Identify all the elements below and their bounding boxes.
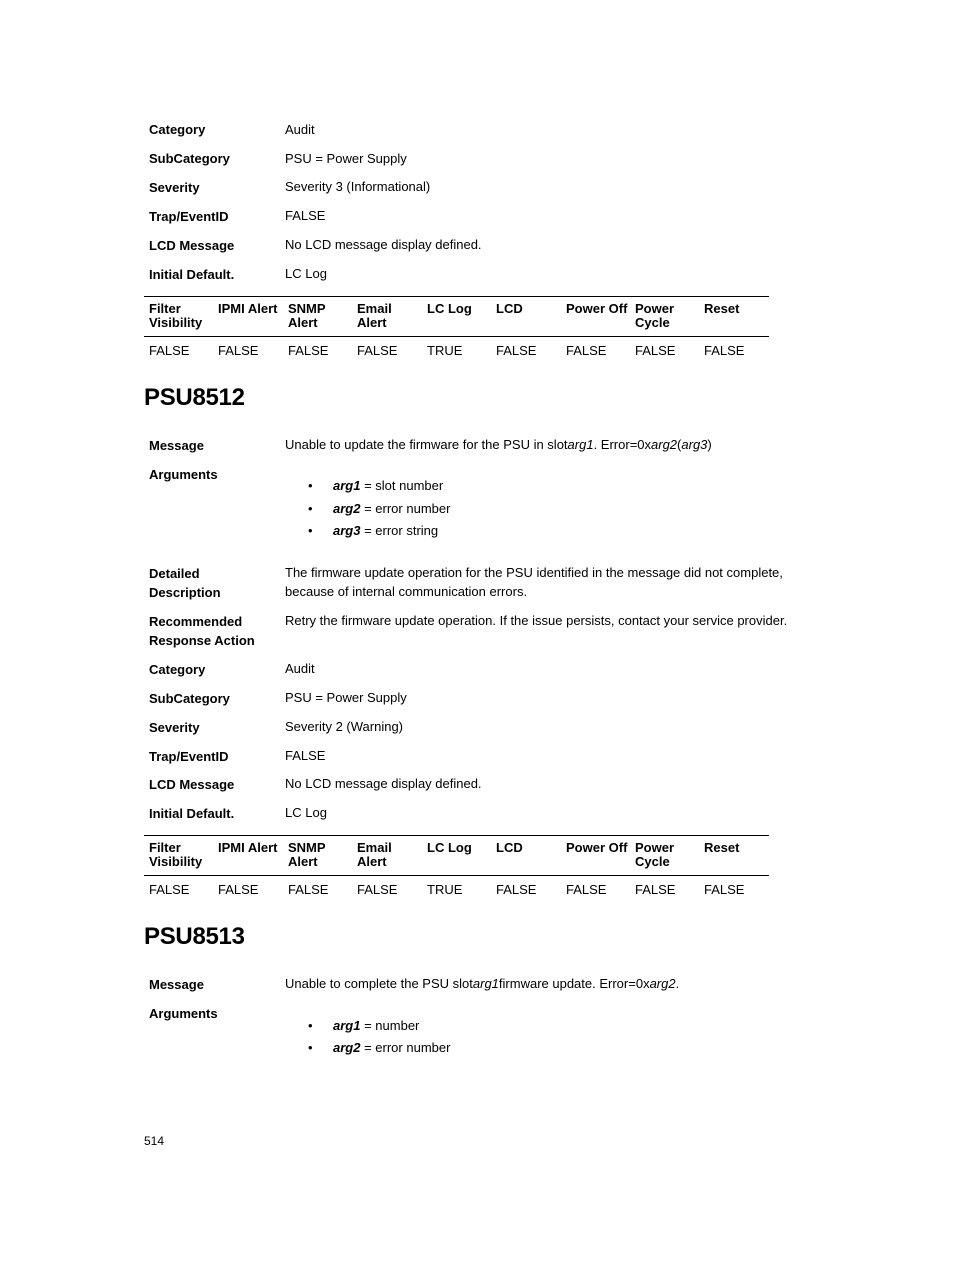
table-header: LC Log [427, 301, 472, 316]
list-item: arg1 = slot number [333, 478, 444, 493]
initial-default-label: Initial Default. [149, 806, 235, 821]
recommended-action-value: Retry the firmware update operation. If the issue persists, contact your service provider. [285, 613, 788, 628]
trap-label: Trap/EventID [149, 209, 229, 224]
message-label: Message [149, 438, 204, 453]
table-cell: FALSE [566, 882, 607, 897]
subcategory-label: SubCategory [149, 151, 230, 166]
table-cell: FALSE [149, 882, 190, 897]
table-cell: FALSE [357, 882, 398, 897]
trap-value: FALSE [285, 748, 326, 763]
bullet-icon: • [308, 1040, 313, 1055]
list-item: arg2 = error number [333, 1040, 451, 1055]
page-number: 514 [144, 1134, 165, 1148]
subcategory-value: PSU = Power Supply [285, 690, 407, 705]
severity-value: Severity 2 (Warning) [285, 719, 403, 734]
table-cell: FALSE [496, 882, 537, 897]
table-header-rule [144, 875, 769, 876]
table-header: LCD [496, 840, 523, 855]
table-header: Reset [704, 840, 740, 855]
message-value: Unable to update the firmware for the PSU in slotarg1. Error=0xarg2(arg3) [285, 437, 712, 452]
message-label: Message [149, 977, 204, 992]
table-header: IPMI Alert [218, 301, 278, 316]
list-item: arg3 = error string [333, 523, 439, 538]
table-cell: FALSE [218, 882, 259, 897]
initial-default-value: LC Log [285, 805, 327, 820]
detailed-description-value: The firmware update operation for the PSU identified in the message did not complete, because of internal communication errors. [285, 565, 783, 599]
message-value: Unable to complete the PSU slotarg1firmware update. Error=0xarg2. [285, 976, 680, 991]
table-header: LC Log [427, 840, 472, 855]
table-header: SNMP Alert [288, 840, 326, 869]
table-cell: TRUE [427, 343, 463, 358]
table-header: Power Cycle [635, 301, 675, 330]
initial-default-value: LC Log [285, 266, 327, 281]
table-header: Filter Visibility [149, 301, 203, 330]
table-cell: FALSE [288, 882, 329, 897]
section-heading: PSU8512 [144, 384, 245, 411]
category-value: Audit [285, 122, 315, 137]
table-header: Reset [704, 301, 740, 316]
table-header: SNMP Alert [288, 301, 326, 330]
table-top-rule [144, 296, 769, 297]
trap-value: FALSE [285, 208, 326, 223]
table-cell: FALSE [288, 343, 329, 358]
table-cell: FALSE [496, 343, 537, 358]
table-cell: FALSE [635, 882, 676, 897]
lcd-message-label: LCD Message [149, 238, 235, 253]
bullet-icon: • [308, 523, 313, 538]
table-header: LCD [496, 301, 523, 316]
table-cell: FALSE [635, 343, 676, 358]
table-cell: FALSE [149, 343, 190, 358]
section-heading: PSU8513 [144, 923, 245, 950]
list-item: arg2 = error number [333, 501, 451, 516]
category-label: Category [149, 662, 206, 677]
table-header: Filter Visibility [149, 840, 203, 869]
category-label: Category [149, 122, 206, 137]
bullet-icon: • [308, 478, 313, 493]
table-header: Power Cycle [635, 840, 675, 869]
bullet-icon: • [308, 1018, 313, 1033]
subcategory-value: PSU = Power Supply [285, 151, 407, 166]
recommended-action-label: Recommended Response Action [149, 614, 255, 648]
table-cell: FALSE [704, 882, 745, 897]
table-header-rule [144, 336, 769, 337]
table-cell: FALSE [218, 343, 259, 358]
initial-default-label: Initial Default. [149, 267, 235, 282]
table-header: Email Alert [357, 301, 392, 330]
severity-value: Severity 3 (Informational) [285, 179, 431, 194]
trap-label: Trap/EventID [149, 749, 229, 764]
table-cell: FALSE [704, 343, 745, 358]
list-item: arg1 = number [333, 1018, 420, 1033]
arguments-label: Arguments [149, 1006, 218, 1021]
table-cell: FALSE [357, 343, 398, 358]
table-header: Power Off [566, 840, 628, 855]
table-header: IPMI Alert [218, 840, 278, 855]
bullet-icon: • [308, 501, 313, 516]
table-header: Email Alert [357, 840, 392, 869]
table-top-rule [144, 835, 769, 836]
lcd-message-value: No LCD message display defined. [285, 776, 482, 791]
severity-label: Severity [149, 720, 200, 735]
table-cell: TRUE [427, 882, 463, 897]
category-value: Audit [285, 661, 315, 676]
table-header: Power Off [566, 301, 628, 316]
table-cell: FALSE [566, 343, 607, 358]
arguments-label: Arguments [149, 467, 218, 482]
subcategory-label: SubCategory [149, 691, 230, 706]
lcd-message-value: No LCD message display defined. [285, 237, 482, 252]
detailed-description-label: Detailed Description [149, 566, 221, 600]
lcd-message-label: LCD Message [149, 777, 235, 792]
severity-label: Severity [149, 180, 200, 195]
